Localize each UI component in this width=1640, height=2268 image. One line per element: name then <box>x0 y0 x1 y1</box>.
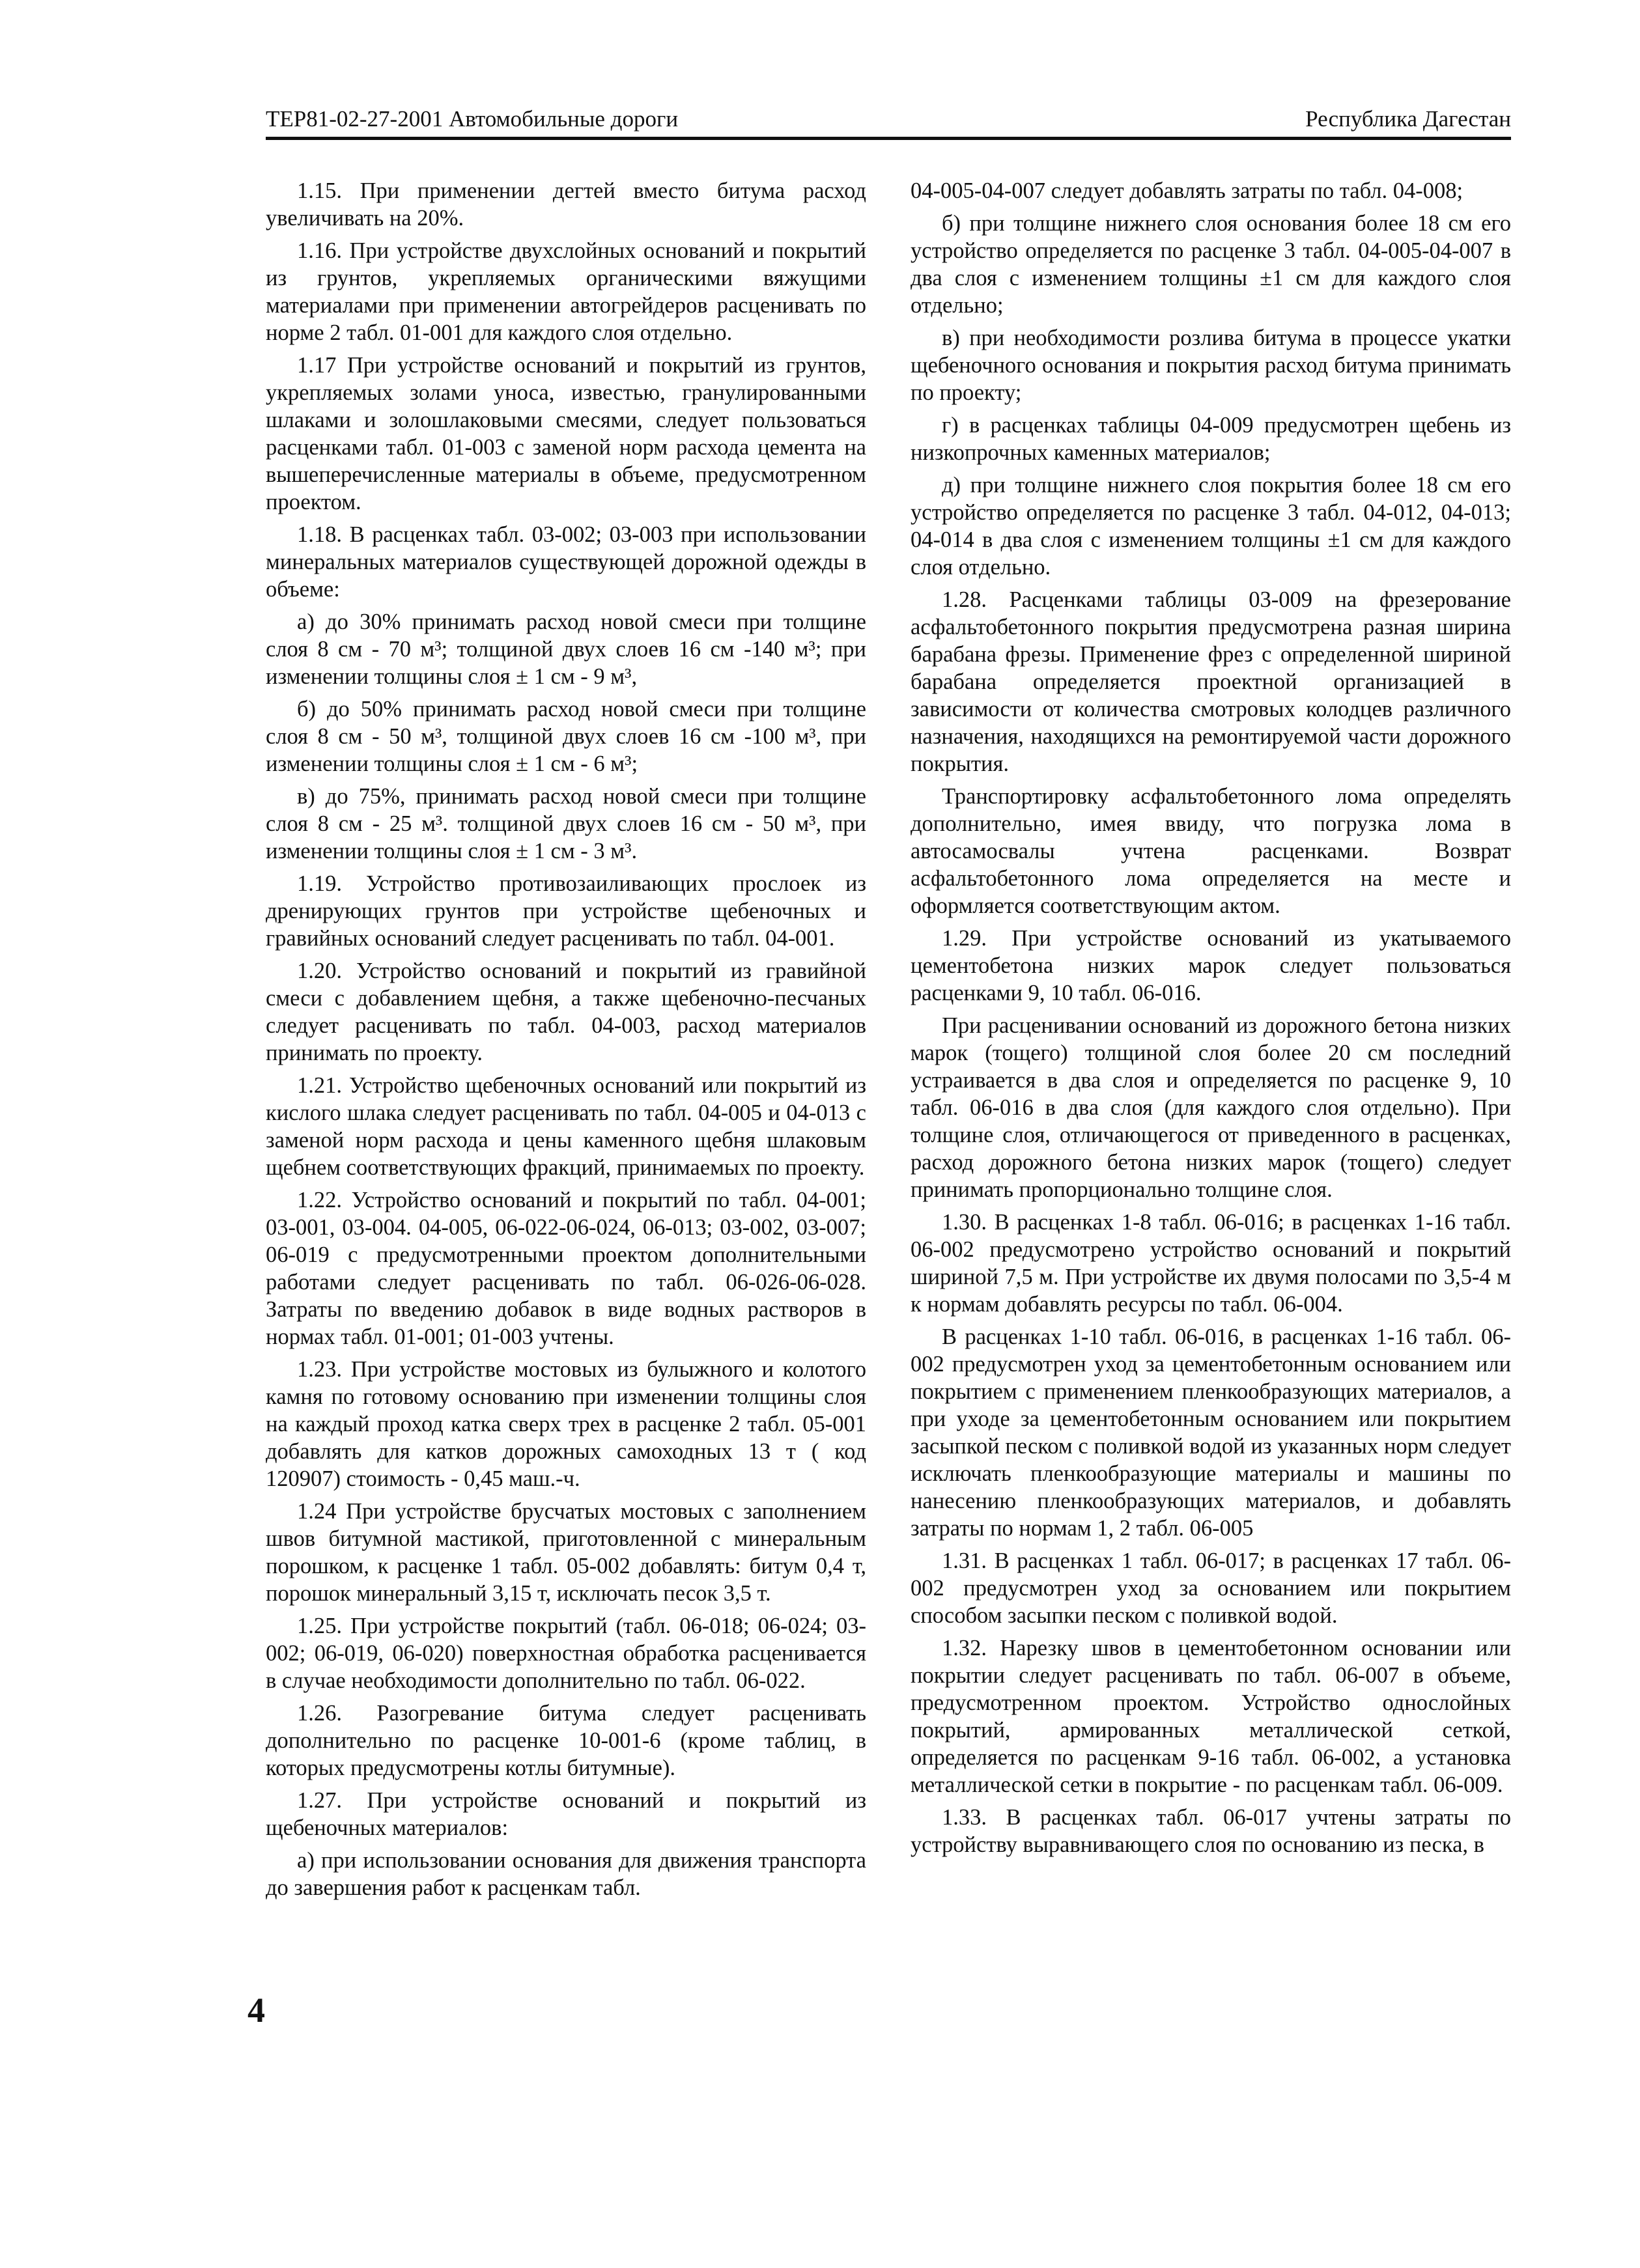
header-divider <box>266 137 1511 140</box>
paragraph: 1.24 При устройстве брусчатых мостовых с заполнением швов битумной мастикой, приготовленной с минеральным порошком, к расценке 1 табл. 05-002 добавлять: битум 0,4 т, порошок минеральный 3,15 т, исключать песок 3,5 т. <box>266 1499 866 1606</box>
paragraph: 1.19. Устройство противозаиливающих прослоек из дренирующих грунтов при устройстве щебеночных и гравийных оснований следует расценивать по табл. 04-001. <box>266 871 866 951</box>
paragraph: В расценках 1-10 табл. 06-016, в расценках 1-16 табл. 06-002 предусмотрен уход за цементобетонным основанием или покрытием с применением пленкообразующих материалов, а при уходе за цементобетонным основанием или покрытием засыпкой песком с поливкой водой из указанных норм следует исключать пленкообразующие материалы и машины по нанесению пленкообразующих материалов, и добавлять затраты по нормам 1, 2 табл. 06-005 <box>911 1324 1511 1541</box>
paragraph: 1.17 При устройстве оснований и покрытий из грунтов, укрепляемых золами уноса, известью, гранулированными шлаками и золошлаковыми смесями, следует пользоваться расценками табл. 01-003 с заменой норм расхода цемента на вышеперечисленные материалы в объеме, предусмотренном проектом. <box>266 353 866 514</box>
page-header <box>266 91 1511 130</box>
paragraph: 1.22. Устройство оснований и покрытий по табл. 04-001; 03-001, 03-004. 04-005, 06-022-06-024, 06-013; 03-002, 03-007; 06-019 с предусмотренными проектом дополнительными работами следует расценивать по табл. 06-026-06-028. Затраты по введению добавок в виде водных растворов в нормах табл. 01-001; 01-003 учтены. <box>266 1188 866 1349</box>
paragraph: 1.23. При устройстве мостовых из булыжного и колотого камня по готовому основанию при изменении толщины слоя на каждый проход катка сверх трех в расценке 2 табл. 05-001 добавлять для катков дорожных самоходных 13 т ( код 120907) стоимость - 0,45 маш.-ч. <box>266 1357 866 1491</box>
paragraph: 1.30. В расценках 1-8 табл. 06-016; в расценках 1-16 табл. 06-002 предусмотрено устройство оснований и покрытий шириной 7,5 м. При устройстве их двумя полосами по 3,5-4 м к нормам добавлять ресурсы по табл. 06-004. <box>911 1210 1511 1317</box>
paragraph: в) при необходимости розлива битума в процессе укатки щебеночного основания и покрытия расход битума принимать по проекту; <box>911 326 1511 405</box>
paragraph: в) до 75%, принимать расход новой смеси при толщине слоя 8 см - 25 м³. толщиной двух слоев 16 см - 50 м³, при изменении толщины слоя ± 1 см - 3 м³. <box>266 784 866 863</box>
paragraph: б) при толщине нижнего слоя основания более 18 см его устройство определяется по расценке 3 табл. 04-005-04-007 в два слоя с изменением толщины ±1 см для каждого слоя отдельно; <box>911 211 1511 318</box>
paragraph: Транспортировку асфальтобетонного лома определять дополнительно, имея ввиду, что погрузка лома в автосамосвалы учтена расценками. Возврат асфальтобетонного лома определяется на месте и оформляется соответствующим актом. <box>911 784 1511 918</box>
paragraph: 1.28. Расценками таблицы 03-009 на фрезерование асфальтобетонного покрытия предусмотрена разная ширина барабана фрезы. Применение фрез с определенной шириной барабана определяется проектной организацией в зависимости от количества смотровых колодцев различного назначения, находящихся на ремонтируемой части дорожного покрытия. <box>911 587 1511 776</box>
paragraph: а) при использовании основания для движения транспорта до завершения работ к расценкам табл. <box>266 1848 866 1900</box>
paragraph: 1.20. Устройство оснований и покрытий из гравийной смеси с добавлением щебня, а также щебеночно-песчаных следует расценивать по табл. 04-003, расход материалов принимать по проекту. <box>266 959 866 1065</box>
paragraph: 1.25. При устройстве покрытий (табл. 06-018; 06-024; 03-002; 06-019, 06-020) поверхностная обработка расценивается в случае необходимости дополнительно по табл. 06-022. <box>266 1614 866 1693</box>
paragraph: б) до 50% принимать расход новой смеси при толщине слоя 8 см - 50 м³, толщиной двух слоев 16 см -100 м³, при изменении толщины слоя ± 1 см - 6 м³; <box>266 697 866 776</box>
paragraph: 1.33. В расценках табл. 06-017 учтены затраты по устройству выравнивающего слоя по основанию из песка, в <box>911 1805 1511 1857</box>
paragraph: 04-005-04-007 следует добавлять затраты по табл. 04-008; <box>911 178 1463 203</box>
paragraph: а) до 30% принимать расход новой смеси при толщине слоя 8 см - 70 м³; толщиной двух слоев 16 см -140 м³; при изменении толщины слоя ± 1 см - 9 м³, <box>266 609 866 689</box>
paragraph: 1.31. В расценках 1 табл. 06-017; в расценках 17 табл. 06-002 предусмотрен уход за основанием или покрытием способом засыпки песком с поливкой водой. <box>911 1548 1511 1628</box>
right-column <box>911 177 1511 1864</box>
page-number: 4 <box>247 1991 265 2030</box>
paragraph: 1.15. При применении дегтей вместо битума расход увеличивать на 20%. <box>266 178 866 231</box>
paragraph: 1.21. Устройство щебеночных оснований или покрытий из кислого шлака следует расценивать по табл. 04-005 и 04-013 с заменой норм расхода и цены каменного щебня шлаковым щебнем соответствующих фракций, принимаемых по проекту. <box>266 1073 866 1180</box>
paragraph: д) при толщине нижнего слоя покрытия более 18 см его устройство определяется по расценке 3 табл. 04-012, 04-013; 04-014 в два слоя с изменением толщины ±1 см для каждого слоя отдельно. <box>911 473 1511 580</box>
paragraph: 1.26. Разогревание битума следует расценивать дополнительно по расценке 10-001-6 (кроме таблиц, в которых предусмотрены котлы битумные). <box>266 1701 866 1780</box>
region-name: Республика Дагестан <box>1305 106 1511 132</box>
paragraph: При расценивании оснований из дорожного бетона низких марок (тощего) толщиной слоя более 20 см последний устраивается в два слоя и определяется по расценке 9, 10 табл. 06-016 в два слоя (для каждого слоя отдельно). При толщине слоя, отличающегося от приведенного в расценках, расход дорожного бетона низких марок (тощего) следует принимать пропорционально толщине слоя. <box>911 1013 1511 1202</box>
paragraph: 1.27. При устройстве оснований и покрытий из щебеночных материалов: <box>266 1788 866 1840</box>
document-code: ТЕР81-02-27-2001 Автомобильные дороги <box>266 106 679 132</box>
paragraph: 1.18. В расценках табл. 03-002; 03-003 при использовании минеральных материалов существующей дорожной одежды в объеме: <box>266 522 866 602</box>
left-column <box>266 177 866 1907</box>
paragraph: 1.16. При устройстве двухслойных оснований и покрытий из грунтов, укрепляемых органическими вяжущими материалами при применении автогрейдеров расценивать по норме 2 табл. 01-001 для каждого слоя отдельно. <box>266 238 866 345</box>
paragraph: 1.29. При устройстве оснований из укатываемого цементобетона низких марок следует пользоваться расценками 9, 10 табл. 06-016. <box>911 926 1511 1005</box>
paragraph: г) в расценках таблицы 04-009 предусмотрен щебень из низкопрочных каменных материалов; <box>911 413 1511 465</box>
paragraph: 1.32. Нарезку швов в цементобетонном основании или покрытии следует расценивать по табл. 06-007 в объеме, предусмотренном проектом. Устройство однослойных покрытий, армированных металлической сеткой, определяется по расценкам 9-16 табл. 06-002, а установка металлической сетки в покрытие - по расценкам табл. 06-009. <box>911 1636 1511 1797</box>
